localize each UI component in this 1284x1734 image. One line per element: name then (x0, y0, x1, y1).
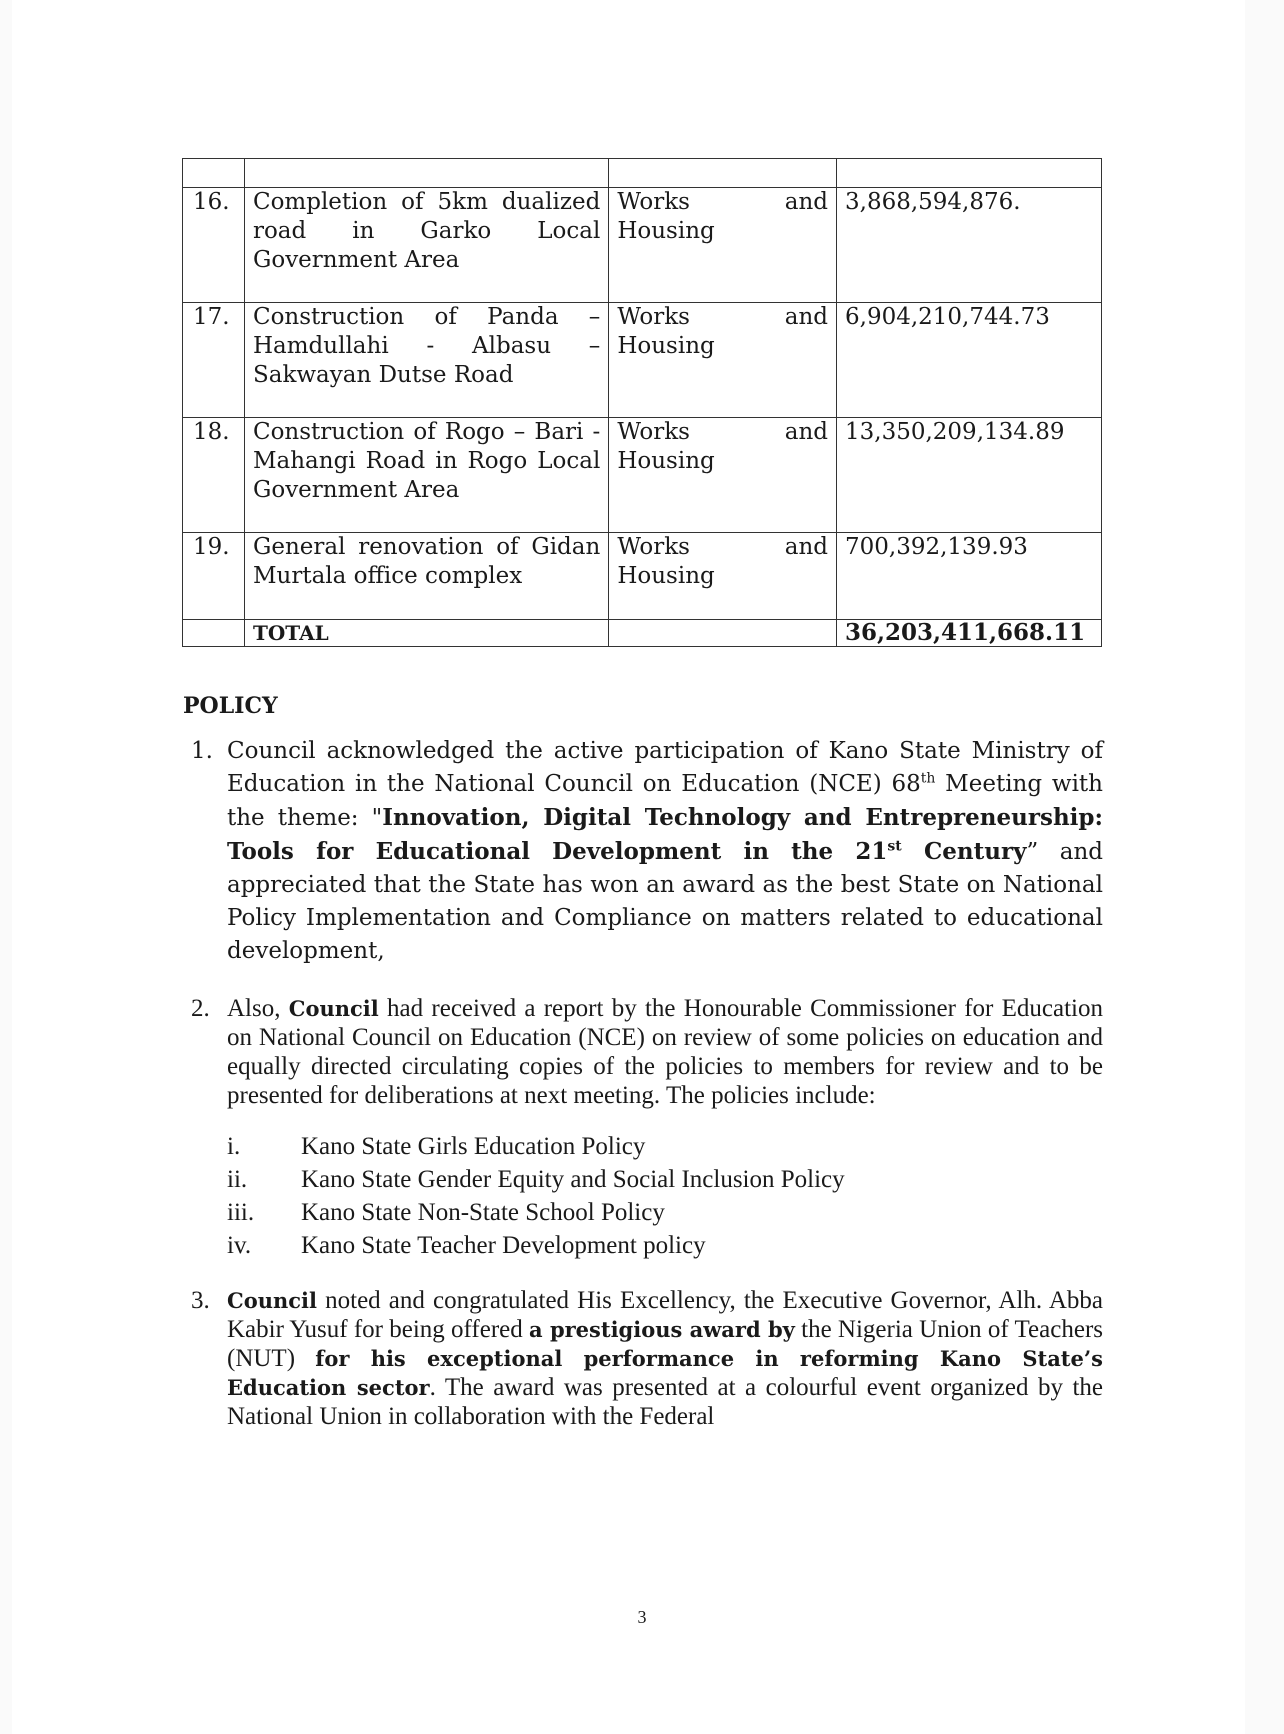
ministry-cell (609, 188, 837, 303)
roman-numeral: iv. (227, 1232, 252, 1259)
policy-item-3 (183, 1286, 1103, 1431)
ministry-word: Housing (617, 218, 715, 244)
ministry-word: Works (617, 534, 690, 560)
row-number: 18. (183, 418, 245, 533)
roman-numeral: iii. (227, 1199, 255, 1226)
description-line: Government Area (252, 477, 460, 503)
description-line: road in Garko Local (252, 218, 601, 244)
policy-name: Kano State Girls Education Policy (301, 1133, 646, 1160)
bold-text: Council (288, 996, 379, 1021)
ministry-word: Works (617, 304, 690, 330)
ministry-word: and (784, 534, 828, 560)
amount-cell: 13,350,209,134.89 (837, 418, 1102, 533)
list-item (227, 1229, 1103, 1262)
item-text: ” and appreciated that the State has won an award as the best State on National Policy Implementation and Compliance on matters related to educational development, (227, 839, 1103, 964)
roman-numeral: ii. (227, 1166, 248, 1193)
header-cell-empty (244, 159, 608, 188)
section-heading: POLICY (183, 693, 278, 719)
list-item (227, 1163, 1103, 1196)
item-marker: 3. (191, 1287, 210, 1314)
policy-name: Kano State Non-State School Policy (301, 1199, 665, 1226)
header-cell-empty (183, 159, 245, 188)
description-line: Murtala office complex (252, 563, 523, 589)
table-header-row (183, 159, 1102, 188)
policy-name: Kano State Gender Equity and Social Inclusion Policy (301, 1166, 845, 1193)
theme-text: Century (901, 838, 1027, 865)
bold-text: for his exceptional performance in reforming Kano State’s Education sector (227, 1346, 1104, 1400)
row-number: 17. (183, 303, 245, 418)
policies-list (227, 1130, 1103, 1262)
item-marker: 2. (191, 995, 210, 1022)
item-text: noted and congratulated His Excellency, the Executive Governor, Alh. Abba Kabir Yusuf for being offered (227, 1287, 1103, 1343)
header-cell-empty (837, 159, 1102, 188)
project-description (244, 188, 608, 303)
page-number: 3 (637, 1607, 647, 1627)
description-line: Government Area (252, 247, 460, 273)
total-empty-cell (609, 620, 837, 647)
roman-numeral: i. (227, 1133, 241, 1160)
total-row (183, 620, 1102, 647)
ministry-word: and (784, 189, 828, 215)
ministry-cell (609, 418, 837, 533)
project-description (244, 303, 608, 418)
total-amount: 36,203,411,668.11 (837, 620, 1102, 647)
list-item (227, 1130, 1103, 1163)
table-row (183, 303, 1102, 418)
table-row (183, 533, 1102, 620)
item-text: . The award was presented at a colourful event organized by the National Union in collaboration with the Federal (227, 1374, 1103, 1430)
amount-cell: 3,868,594,876. (837, 188, 1102, 303)
description-line: Mahangi Road in Rogo Local (252, 448, 601, 474)
theme-text: Innovation, Digital Technology and Entrepreneurship: Tools for Educational Development in the 21 (227, 804, 1103, 865)
row-number: 16. (183, 188, 245, 303)
description-line: Hamdullahi - Albasu – (252, 333, 601, 359)
item-text: the Nigeria Union of Teachers (NUT) (227, 1316, 1103, 1372)
description-line: Completion of 5km dualized (252, 189, 601, 215)
policy-item-1 (183, 735, 1103, 968)
ministry-word: Housing (617, 333, 715, 359)
ministry-word: Housing (617, 563, 715, 589)
amount-cell: 700,392,139.93 (837, 533, 1102, 620)
item-text: Also, (227, 995, 289, 1022)
policy-name: Kano State Teacher Development policy (301, 1232, 706, 1259)
item-text: Meeting with the theme: " (227, 771, 1103, 831)
row-number: 19. (183, 533, 245, 620)
table-row (183, 418, 1102, 533)
ministry-cell (609, 303, 837, 418)
bold-text: a prestigious award by (529, 1317, 795, 1342)
ministry-word: Works (617, 419, 690, 445)
ministry-word: Works (617, 189, 690, 215)
ministry-cell (609, 533, 837, 620)
bold-text: Council (227, 1288, 317, 1313)
item-text: had received a report by the Honourable Commissioner for Education on National Council on Education (NCE) on review of some policies on education and equally directed circulating copies of the policies to members for review and to be presented for deliberations at next meeting. The policies include: (227, 995, 1103, 1109)
amount-cell: 6,904,210,744.73 (837, 303, 1102, 418)
description-line: Construction of Rogo – Bari - (252, 419, 601, 445)
superscript: st (887, 838, 902, 855)
description-line: Construction of Panda – (252, 304, 601, 330)
description-line: General renovation of Gidan (252, 534, 601, 560)
table-row (183, 188, 1102, 303)
item-marker: 1. (191, 738, 213, 764)
policy-item-2 (183, 994, 1103, 1110)
policy-section (183, 690, 1103, 1457)
description-line: Sakwayan Dutse Road (252, 362, 514, 388)
list-item (227, 1196, 1103, 1229)
project-description (244, 418, 608, 533)
ministry-word: Housing (617, 448, 715, 474)
item-text: Council acknowledged the active participation of Kano State Ministry of Education in the National Council on Education (NCE) 68 (227, 738, 1103, 797)
ministry-word: and (784, 419, 828, 445)
projects-table (182, 158, 1102, 647)
project-description (244, 533, 608, 620)
header-cell-empty (609, 159, 837, 188)
ministry-word: and (784, 304, 828, 330)
total-empty-cell (183, 620, 245, 647)
superscript: th (920, 770, 936, 787)
total-label: TOTAL (244, 620, 608, 647)
